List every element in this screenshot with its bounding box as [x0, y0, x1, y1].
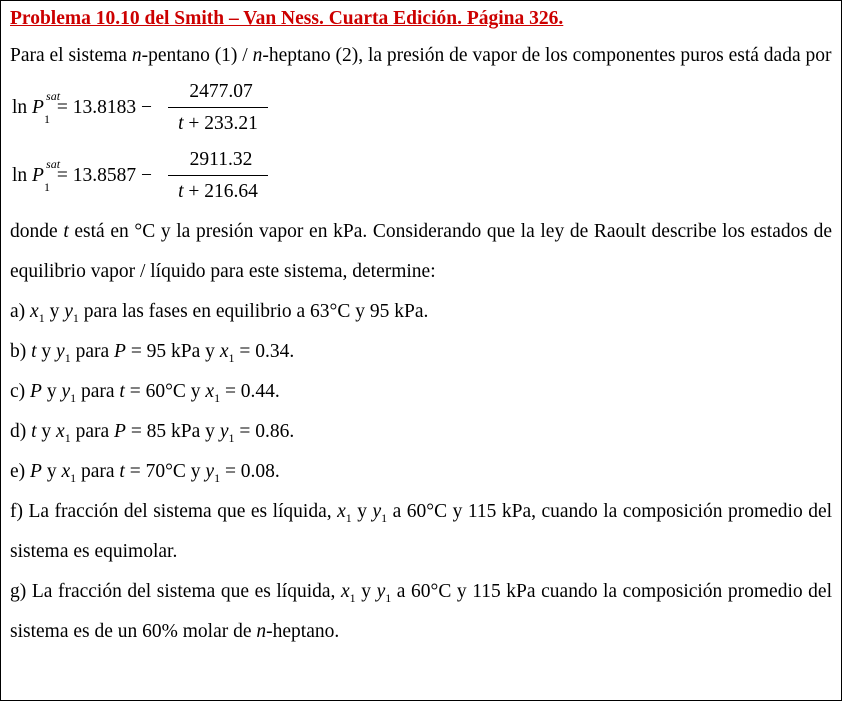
equation-2-fraction: [168, 146, 268, 206]
equation-2-denominator: t + 216.64: [178, 181, 258, 202]
equation-2-numerator: 2911.32: [189, 149, 253, 170]
item-g: g) La fracción del sistema que es líquida, $x_1$ y $y_1$ a 60°C y 115 kPa cuando la composición promedio del sistema es de un 60% molar de n-heptano.: [10, 581, 833, 642]
problem-title: Problema 10.10 del Smith – Van Ness. Cuarta Edición. Página 326.: [10, 8, 564, 29]
equation-1-fraction: [168, 78, 268, 138]
item-f: f) La fracción del sistema que es líquida, $x_1$ y $y_1$ a 60°C y 115 kPa, cuando la composición promedio del sistema es equimolar.: [10, 501, 833, 562]
equation-1-denominator: t + 233.21: [178, 113, 258, 134]
item-c: c) P y $y_1$ para t = 60°C y $x_1 = 0.44$.: [10, 381, 280, 405]
fraction-bar: [168, 175, 268, 176]
equation-2-lhs: ln P sat 1 = 13.8587 −: [12, 157, 152, 194]
item-e: e) P y $x_1$ para t = 70°C y $y_1 = 0.08$.: [10, 461, 280, 485]
equation-1-numerator: 2477.07: [189, 81, 253, 102]
problem-content: [10, 6, 832, 652]
body-paragraph: donde t está en °C y la presión vapor en kPa. Considerando que la ley de Raoult describe los estados de equilibrio vapor / líquido para este sistema, determine:: [10, 221, 833, 282]
equation-1: [10, 76, 832, 144]
item-a: a) $x_1$ y $y_1$ para las fases en equilibrio a 63°C y 95 kPa.: [10, 301, 429, 325]
equation-1-lhs: ln P sat 1 = 13.8183 −: [12, 89, 152, 126]
item-b: b) t y $y_1$ para P = 95 kPa y $x_1 = 0.34$.: [10, 341, 295, 365]
item-d: d) t y $x_1$ para P = 85 kPa y $y_1 = 0.86$.: [10, 421, 295, 445]
intro-paragraph: Para el sistema n-pentano (1) / n-heptano (2), la presión de vapor de los componentes puros está dada por: [10, 45, 832, 66]
equation-2: [10, 144, 832, 212]
fraction-bar: [168, 107, 268, 108]
